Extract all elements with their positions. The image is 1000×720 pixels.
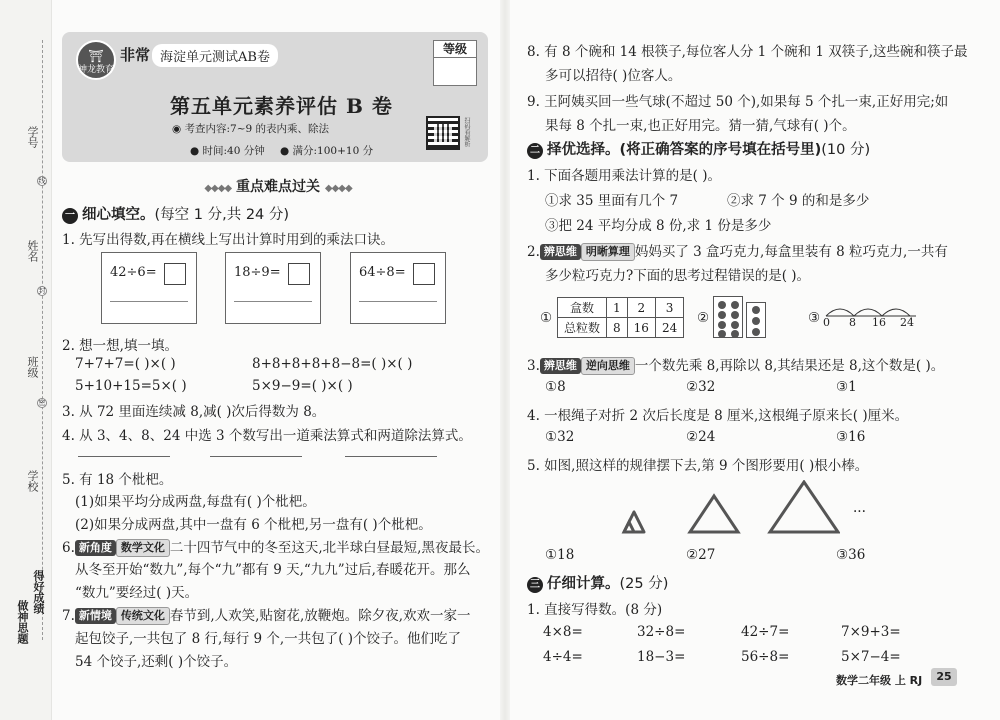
section-2-heading: 二 择优选择。(将正确答案的序号填在括号里)(10 分)	[527, 138, 870, 159]
calc-item[interactable]: 7×9+3=	[841, 624, 901, 640]
question-6: 6. 新角度 数学文化 二十四节气中的冬至这天,北半球白昼最短,黑夜最长。	[62, 540, 489, 556]
question-7-line: 起包饺子,一共包了 8 行,每行 9 个,一共包了( )个饺子。他们吃了	[75, 631, 462, 647]
question-9: 9. 王阿姨买回一些气球(不超过 50 个),如果每 5 个扎一束,正好用完;如	[527, 94, 949, 110]
page-title: 第五单元素养评估 B 卷	[170, 94, 393, 118]
question-4: 4. 从 3、4、8、24 中选 3 个数写出一道乘法算式和两道除法算式。	[62, 428, 472, 444]
label-class: 班级	[26, 356, 39, 378]
choice-option[interactable]: ①32	[545, 429, 575, 445]
number-line-label: 24	[900, 316, 914, 329]
number-line-label: 16	[872, 316, 886, 329]
number-line-label: 8	[849, 316, 856, 329]
question-6-line: 从冬至开始“数九”,每个“九”都有 9 天,“九九”过后,春暖花开。那么	[75, 562, 471, 578]
dot-array-icon	[746, 302, 766, 338]
question-9-line: 果每 8 个扎一束,也正好用完。猜一猜,气球有( )个。	[545, 118, 856, 134]
choice-5: 5. 如图,照这样的规律摆下去,第 9 个图形要用( )根小棒。	[527, 458, 869, 474]
choice-option[interactable]: ②32	[686, 379, 716, 395]
series-title: 海淀单元测试AB卷	[152, 44, 278, 67]
clock-icon: ●	[190, 145, 200, 157]
choice-1: 1. 下面各题用乘法计算的是( )。	[527, 168, 721, 184]
choice-3: 3. 辨思维 逆向思维 一个数先乘 8,再除以 8,其结果还是 8,这个数是( )。	[527, 358, 945, 374]
choice-option[interactable]: ②27	[686, 547, 716, 563]
section-3-heading: 三 仔细计算。(25 分)	[527, 572, 668, 593]
section-banner: ◆◆◆◆ 重点难点过关 ◆◆◆◆	[204, 179, 352, 195]
check-icon: ●	[280, 145, 290, 157]
answer-line[interactable]	[78, 456, 170, 457]
calc-item[interactable]: 5×7−4=	[841, 649, 901, 665]
calc-item[interactable]: 56÷8=	[741, 649, 790, 665]
question-7: 7. 新情境 传统文化 春节到,人欢笑,贴窗花,放鞭炮。除夕夜,欢欢一家一	[62, 608, 471, 624]
qr-label: 扫码看解析	[463, 117, 470, 147]
question-2: 2. 想一想,填一填。	[62, 338, 178, 354]
tag-discern: 辨思维	[540, 244, 581, 260]
cut-line	[42, 40, 43, 640]
binding-mark: 封	[38, 287, 46, 295]
question-2-item: 5+10+15=5×( )	[75, 378, 187, 394]
section-number: 一	[62, 208, 78, 224]
option-marker[interactable]: ①	[540, 310, 553, 326]
slogan: 得好成绩	[32, 570, 45, 614]
qr-code-icon[interactable]	[426, 116, 460, 150]
tag-new-angle: 新角度	[75, 540, 116, 556]
label-name: 姓名	[26, 240, 39, 262]
tag-new-context: 新情境	[75, 608, 116, 624]
question-1: 1. 先写出得数,再在横线上写出计算时用到的乘法口诀。	[62, 232, 394, 248]
page-fold	[500, 0, 510, 720]
question-2-item: 5×9−9=( )×( )	[252, 378, 353, 394]
publisher-logo: ⛩ 神龙教育	[76, 40, 116, 80]
section-1-heading: 一 细心填空。(每空 1 分,共 24 分)	[62, 203, 289, 224]
choice-option[interactable]: ③36	[836, 547, 866, 563]
question-5-2: (2)如果分成两盘,其中一盘有 6 个枇杷,另一盘有( )个枇杷。	[75, 517, 432, 533]
stick-triangles-icon	[620, 480, 840, 540]
ellipsis: ...	[853, 500, 866, 516]
choice-option[interactable]: ②24	[686, 429, 716, 445]
question-2-item: 8+8+8+8+8−8=( )×( )	[252, 356, 413, 372]
option-table: 盒数 1 2 3 总粒数 8 16 24	[557, 297, 684, 338]
search-icon: ◉	[172, 123, 182, 135]
question-6-line: “数九”要经过( )天。	[75, 585, 199, 601]
label-student-number: 学号	[26, 126, 39, 148]
section-number: 三	[527, 577, 543, 593]
tag-math-culture: 数学文化	[116, 539, 170, 557]
tag-reasoning: 明晰算理	[581, 243, 635, 261]
choice-4: 4. 一根绳子对折 2 次后长度是 8 厘米,这根绳子原来长( )厘米。	[527, 408, 909, 424]
choice-2-line: 多少粒巧克力?下面的思考过程错误的是( )。	[545, 268, 811, 284]
choice-option[interactable]: ③1	[836, 379, 857, 395]
question-8: 8. 有 8 个碗和 14 根筷子,每位客人分 1 个碗和 1 双筷子,这些碗和筷子最	[527, 44, 968, 60]
calc-item[interactable]: 18−3=	[637, 649, 686, 665]
footer-label: 数学二年级 上 RJ	[836, 674, 923, 687]
tag-traditional-culture: 传统文化	[116, 607, 170, 625]
brand: 非常	[120, 46, 151, 64]
answer-box[interactable]: 42÷6=	[101, 252, 197, 324]
choice-option[interactable]: ①8	[545, 379, 566, 395]
calc-item[interactable]: 42÷7=	[741, 624, 790, 640]
binding-mark: 线	[38, 177, 46, 185]
choice-option[interactable]: ③16	[836, 429, 866, 445]
exam-score: ● 满分:100+10 分	[280, 145, 374, 157]
tag-reverse-thinking: 逆向思维	[581, 357, 635, 375]
tag-discern: 辨思维	[540, 358, 581, 374]
option-marker[interactable]: ②	[697, 310, 710, 326]
question-2-item: 7+7+7=( )×( )	[75, 356, 176, 372]
option-marker[interactable]: ③	[808, 310, 821, 326]
calc-item[interactable]: 4×8=	[543, 624, 583, 640]
section-number: 二	[527, 143, 543, 159]
calc-question-1: 1. 直接写得数。(8 分)	[527, 602, 663, 618]
question-7-line: 54 个饺子,还剩( )个饺子。	[75, 654, 238, 670]
exam-time: ● 时间:40 分钟	[190, 145, 265, 157]
answer-line[interactable]	[345, 456, 437, 457]
calc-item[interactable]: 4÷4=	[543, 649, 583, 665]
grade-box[interactable]	[433, 40, 477, 86]
page-number: 25	[931, 668, 957, 686]
choice-option[interactable]: ③把 24 平均分成 8 份,求 1 份是多少	[545, 218, 772, 234]
choice-2: 2. 辨思维 明晰算理 妈妈买了 3 盒巧克力,每盒里装有 8 粒巧克力,一共有	[527, 244, 948, 260]
question-8-line: 多可以招待( )位客人。	[545, 68, 682, 84]
answer-line[interactable]	[210, 456, 302, 457]
choice-option[interactable]: ①18	[545, 547, 575, 563]
question-5-1: (1)如果平均分成两盘,每盘有( )个枇杷。	[75, 494, 316, 510]
question-3: 3. 从 72 里面连续减 8,减( )次后得数为 8。	[62, 404, 326, 420]
dot-array-icon	[713, 296, 743, 338]
answer-box[interactable]: 18÷9=	[225, 252, 321, 324]
question-5: 5. 有 18 个枇杷。	[62, 472, 173, 488]
logo-text: 神龙教育	[78, 65, 115, 75]
choice-option[interactable]: ①求 35 里面有几个 7	[545, 193, 679, 209]
slogan: 做神思题	[16, 600, 29, 644]
grade-label: 等级	[434, 41, 476, 58]
label-school: 学校	[26, 470, 39, 492]
binding-mark: 密	[38, 399, 46, 407]
number-line-label: 0	[823, 316, 830, 329]
calc-item[interactable]: 32÷8=	[637, 624, 686, 640]
content-scope: ◉ 考查内容:7~9 的表内乘、除法	[172, 123, 330, 135]
choice-option[interactable]: ②求 7 个 9 的和是多少	[727, 193, 870, 209]
answer-box[interactable]: 64÷8=	[350, 252, 446, 324]
